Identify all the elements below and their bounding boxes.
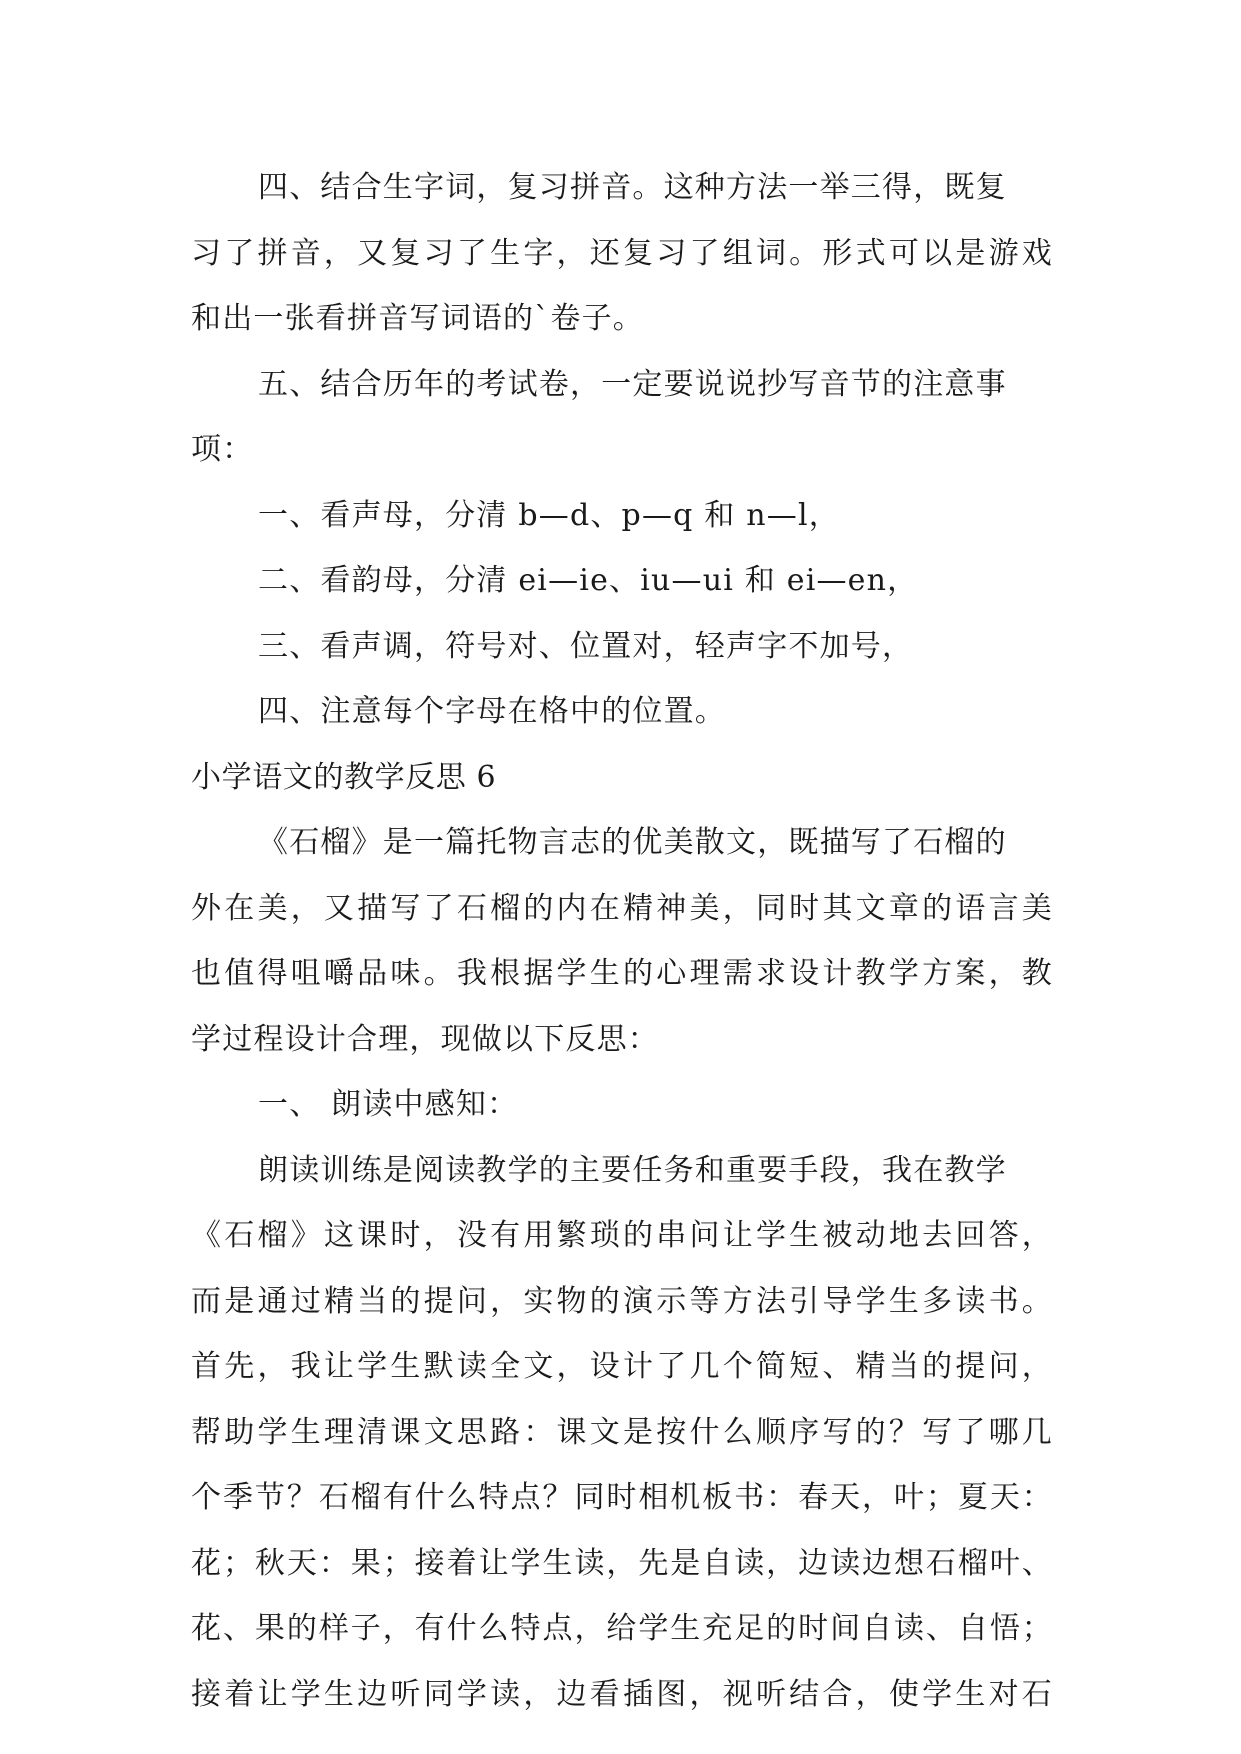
paragraph-line: 花、果的样子，有什么特点，给学生充足的时间自读、自悟；	[191, 1611, 1053, 1646]
paragraph-line: 外在美，又描写了石榴的内在精神美，同时其文章的语言美	[191, 890, 1053, 926]
paragraph-line: 朗读训练是阅读教学的主要任务和重要手段，我在教学	[258, 1152, 1007, 1188]
paragraph-line: 接着让学生边听同学读，边看插图，视听结合，使学生对石	[191, 1676, 1053, 1712]
paragraph-line: 五、结合历年的考试卷，一定要说说抄写音节的注意事	[258, 366, 1007, 402]
list-item: 四、注意每个字母在格中的位置。	[258, 694, 726, 729]
paragraph-line: 个季节？石榴有什么特点？同时相机板书：春天，叶；夏天：	[191, 1480, 1053, 1515]
document-body	[191, 155, 1053, 1727]
paragraph-line: 首先，我让学生默读全文，设计了几个简短、精当的提问，	[191, 1349, 1053, 1384]
paragraph-line: 项：	[191, 432, 254, 467]
paragraph-line: 和出一张看拼音写词语的`卷子。	[191, 301, 644, 336]
paragraph-line: 也值得咀嚼品味。我根据学生的心理需求设计教学方案，教	[191, 956, 1053, 991]
paragraph-line: 习了拼音，又复习了生字，还复习了组词。形式可以是游戏	[191, 235, 1053, 271]
paragraph-line: 《石榴》是一篇托物言志的优美散文，既描写了石榴的	[258, 825, 1007, 860]
list-item: 三、看声调，符号对、位置对，轻声字不加号，	[258, 628, 914, 664]
paragraph-line: 花；秋天：果；接着让学生读，先是自读，边读边想石榴叶、	[191, 1545, 1053, 1581]
paragraph-line: 而是通过精当的提问，实物的演示等方法引导学生多读书。	[191, 1283, 1053, 1319]
list-item: 二、看韵母，分清 ei—ie、iu—ui 和 ei—en，	[258, 563, 919, 598]
paragraph-line: 学过程设计合理，现做以下反思：	[191, 1021, 659, 1057]
subsection-heading: 一、 朗读中感知：	[258, 1087, 519, 1122]
paragraph-line: 帮助学生理清课文思路：课文是按什么顺序写的？写了哪几	[191, 1414, 1053, 1450]
paragraph-line: 《石榴》这课时，没有用繁琐的串问让学生被动地去回答，	[191, 1218, 1053, 1253]
list-item: 一、看声母，分清 b—d、p—q 和 n—l，	[258, 497, 840, 533]
paragraph-line: 四、结合生字词，复习拼音。这种方法一举三得，既复	[258, 170, 1007, 205]
section-title: 小学语文的教学反思 6	[191, 759, 497, 795]
